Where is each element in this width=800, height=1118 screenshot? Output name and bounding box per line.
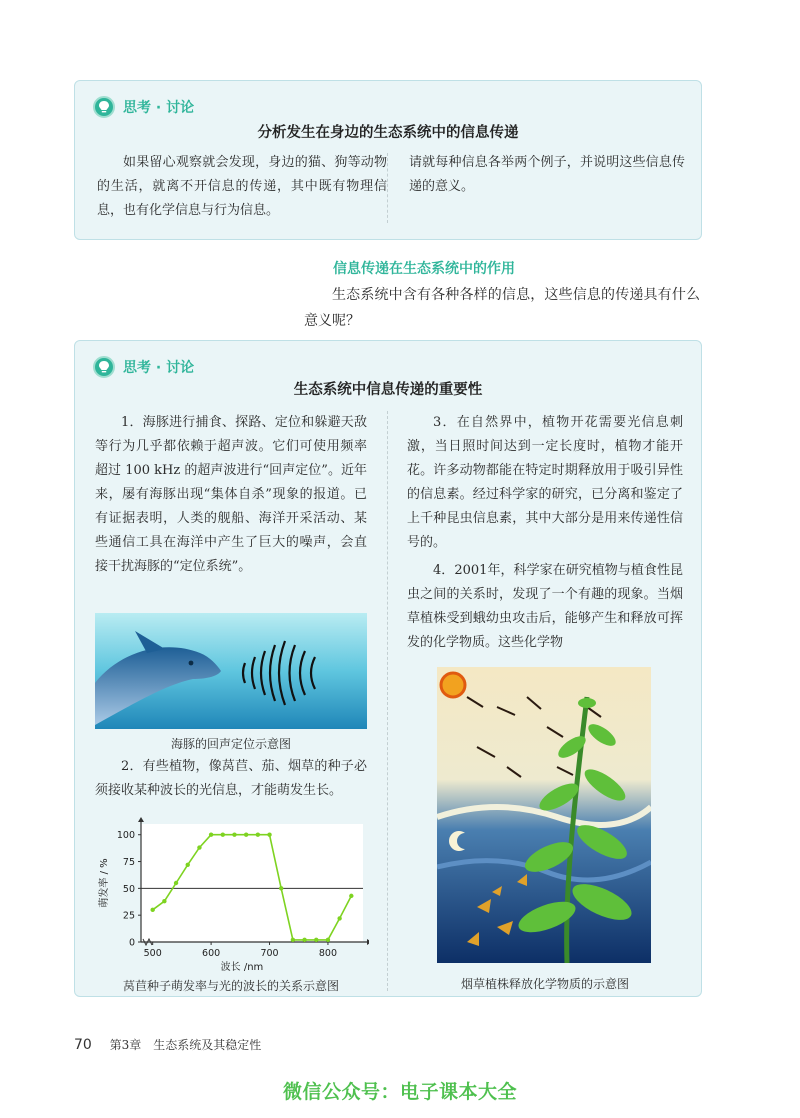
data-point — [314, 938, 318, 942]
x-tick-label: 600 — [202, 948, 221, 959]
data-point — [197, 845, 201, 849]
box2-title: 生态系统中信息传递的重要性 — [293, 382, 483, 398]
y-axis-arrow — [138, 817, 144, 822]
lightbulb-icon — [93, 96, 115, 118]
y-tick-label: 100 — [116, 830, 135, 842]
dolphin-echolocation-illustration — [95, 613, 367, 729]
data-point — [244, 833, 248, 837]
discussion-box-1 — [74, 80, 702, 240]
lightbulb-icon — [93, 356, 115, 378]
tobacco-caption: 烟草植株释放化学物质的示意图 — [460, 977, 629, 991]
paragraph-4: 4．2001年，科学家在研究植物与植食性昆虫之间的关系时，发现了一个有趣的现象。当烟草植株受到蛾幼虫攻击后，能够产生和释放可挥发的化学物质。这些化学物 — [407, 563, 683, 650]
data-point — [209, 833, 213, 837]
data-point — [256, 833, 260, 837]
data-point — [162, 899, 166, 903]
discussion-header — [93, 355, 194, 379]
data-point — [279, 886, 283, 890]
box1-left-text: 如果留心观察就会发现，身边的猫、狗等动物的生活，就离不开信息的传递，其中既有物理信息，也有化学信息与行为信息。 — [97, 155, 387, 218]
germination-chart — [93, 816, 369, 976]
data-point — [337, 916, 341, 920]
data-point — [186, 863, 190, 867]
data-point — [291, 938, 295, 942]
y-tick-label: 25 — [122, 910, 135, 922]
page-number: 70 — [74, 1037, 92, 1053]
y-tick-label: 0 — [128, 937, 135, 949]
column-divider — [387, 153, 388, 223]
chart-caption: 莴苣种子萌发率与光的波长的关系示意图 — [122, 979, 339, 993]
x-tick-label: 700 — [260, 948, 279, 959]
tobacco-plant-illustration — [437, 667, 651, 963]
x-axis-label: 波长 /nm — [220, 962, 264, 973]
dolphin-caption: 海豚的回声定位示意图 — [170, 737, 291, 751]
paragraph-1: 1．海豚进行捕食、探路、定位和躲避天敌等行为几乎都依赖于超声波。它们可使用频率超过 100 kHz 的超声波进行“回声定位”。近年来，屡有海豚出现“集体自杀”现象的报道。已有证据表明，人类的舰船、海洋开采活动、某些通信工具在海洋中产生了巨大的噪声，会直接干扰海豚的“定位系统”。 — [95, 415, 367, 574]
column-divider — [387, 411, 388, 991]
box1-right-text: 请就每种信息各举两个例子，并说明这些信息传递的意义。 — [409, 155, 685, 194]
data-point — [232, 833, 236, 837]
paragraph-3: 3．在自然界中，植物开花需要光信息刺激，当日照时间达到一定长度时，植物才能开花。许多动物都能在特定时期释放用于吸引异性的信息素。经过科学家的研究，已分离和鉴定了上千种昆虫信息素，其中大部分是用来传递性信号的。 — [407, 415, 683, 550]
section-title: 信息传递在生态系统中的作用 — [333, 261, 515, 277]
data-point — [174, 881, 178, 885]
x-axis-arrow — [367, 939, 369, 945]
x-tick-label: 500 — [143, 948, 162, 959]
paragraph-2: 2．有些植物，像莴苣、茄、烟草的种子必须接收某种波长的光信息，才能萌发生长。 — [95, 759, 367, 798]
data-point — [302, 938, 306, 942]
y-axis-label: 萌发率 / % — [99, 858, 110, 908]
box1-title: 分析发生在身边的生态系统中的信息传递 — [257, 125, 519, 141]
discussion-label: 思考 · 讨论 — [123, 100, 195, 116]
discussion-label: 思考 · 讨论 — [123, 360, 195, 376]
data-point — [326, 938, 330, 942]
watermark-text: 微信公众号：电子课本大全 — [282, 1081, 517, 1103]
discussion-box-2 — [74, 340, 702, 997]
x-tick-label: 800 — [318, 948, 338, 959]
data-point — [349, 894, 353, 898]
page-footer — [74, 1036, 261, 1053]
discussion-header — [93, 95, 194, 119]
section-intro: 生态系统中含有各种各样的信息，这些信息的传递具有什么意义呢？ — [304, 287, 700, 329]
y-tick-label: 75 — [122, 857, 135, 869]
data-point — [221, 833, 225, 837]
chapter-title: 第3章 生态系统及其稳定性 — [109, 1038, 262, 1052]
data-point — [150, 908, 154, 912]
y-tick-label: 50 — [122, 883, 135, 895]
data-point — [267, 833, 271, 837]
